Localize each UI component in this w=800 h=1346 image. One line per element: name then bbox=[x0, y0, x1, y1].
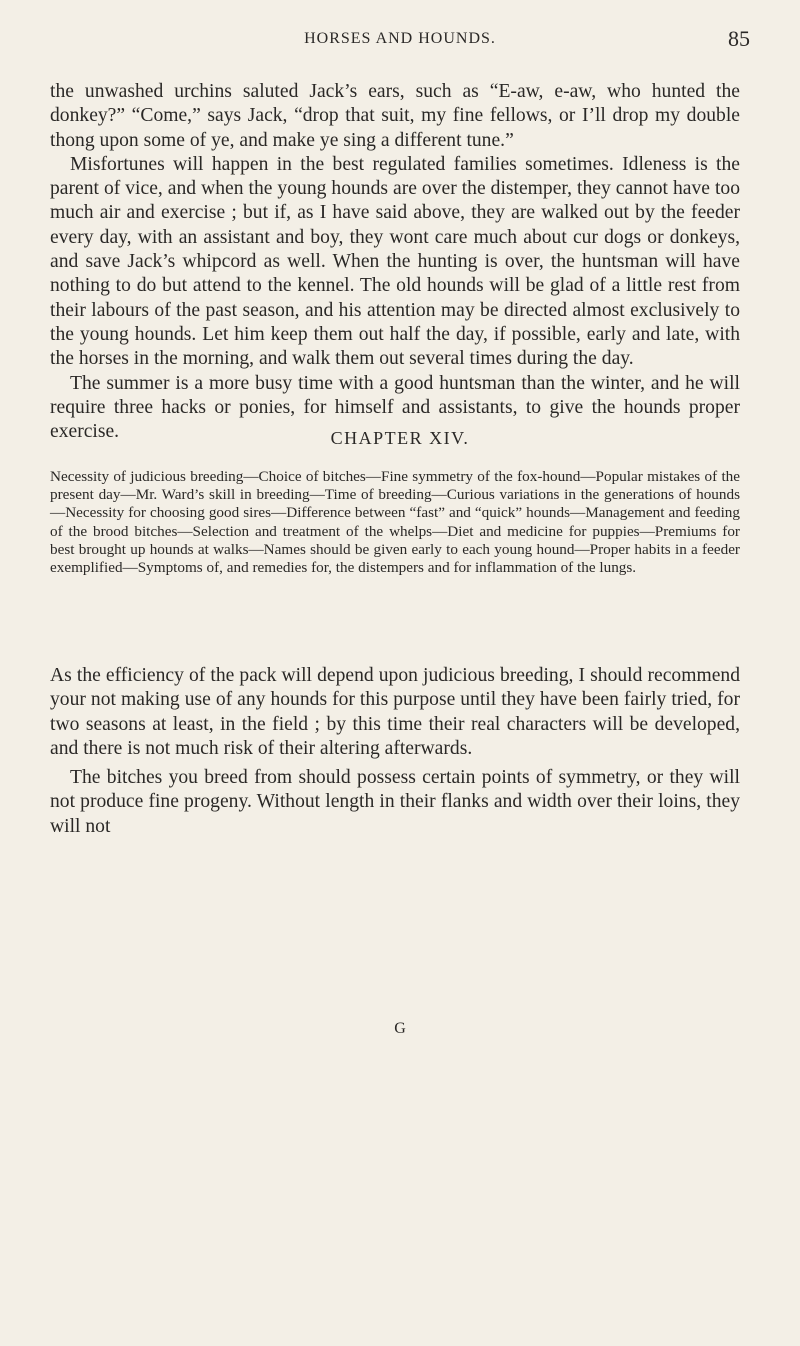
paragraph: As the efficiency of the pack will depend upon judicious breeding, I should recommend your not making use of any hounds for this purpose until they have been fairly tried, for two seasons at least, in the field ; by this time their real characters will be developed, and there is not much risk of their altering afterwards. bbox=[50, 665, 740, 759]
paragraph: Misfortunes will happen in the best regulated families sometimes. Idleness is the parent of vice, and when the young hounds are over the distemper, they cannot have too much air and exercise ; but if, as I have said above, they are walked out by the feeder every day, with an assistant and boy, they wont care much about cur dogs or donkeys, and save Jack’s whipcord as well. When the hunting is over, the huntsman will have nothing to do but attend to the kennel. The old hounds will be glad of a little rest from their labours of the past season, and his attention may be directed almost exclusively to the young hounds. Let him keep them out half the day, if possible, early and late, with the horses in the morning, and walk them out several times during the day. bbox=[50, 153, 740, 370]
body-text-after-chapter bbox=[50, 664, 740, 839]
chapter-synopsis bbox=[50, 468, 740, 577]
signature-mark: G bbox=[394, 1020, 406, 1037]
body-text-before-chapter bbox=[50, 80, 740, 444]
paragraph: The summer is a more busy time with a good huntsman than the winter, and he will require three hacks or ponies, for himself and assistants, to give the hounds proper exercise. bbox=[50, 372, 740, 443]
paragraph: The bitches you breed from should possess certain points of symmetry, or they will not produce fine progeny. Without length in their flanks and width over their loins, they will not bbox=[50, 767, 740, 837]
synopsis-text: Necessity of judicious breeding—Choice of bitches—Fine symmetry of the fox-hound—Popular mistakes of the present day—Mr. Ward’s skill in breeding—Time of breeding—Curious variations in the generations of hounds—Necessity for choosing good sires—Difference between “fast” and “quick” hounds—Management and feeding of the brood bitches—Selection and treatment of the whelps—Diet and medicine for puppies—Premiums for best brought up hounds at walks—Names should be given early to each young hound—Proper habits in a feeder exemplified—Symptoms of, and remedies for, the distempers and for inflammation of the lungs. bbox=[50, 468, 740, 577]
running-head bbox=[50, 26, 750, 56]
paragraph: the unwashed urchins saluted Jack’s ears, such as “E-aw, e-aw, who hunted the donkey?” “Come,” says Jack, “drop that suit, my fine fellows, or I’ll drop my double thong upon some of ye, and make ye sing a different tune.” bbox=[50, 81, 740, 151]
page-number: 85 bbox=[728, 26, 750, 51]
chapter-heading: CHAPTER XIV. bbox=[330, 428, 470, 448]
running-title: HORSES AND HOUNDS. bbox=[304, 30, 496, 47]
